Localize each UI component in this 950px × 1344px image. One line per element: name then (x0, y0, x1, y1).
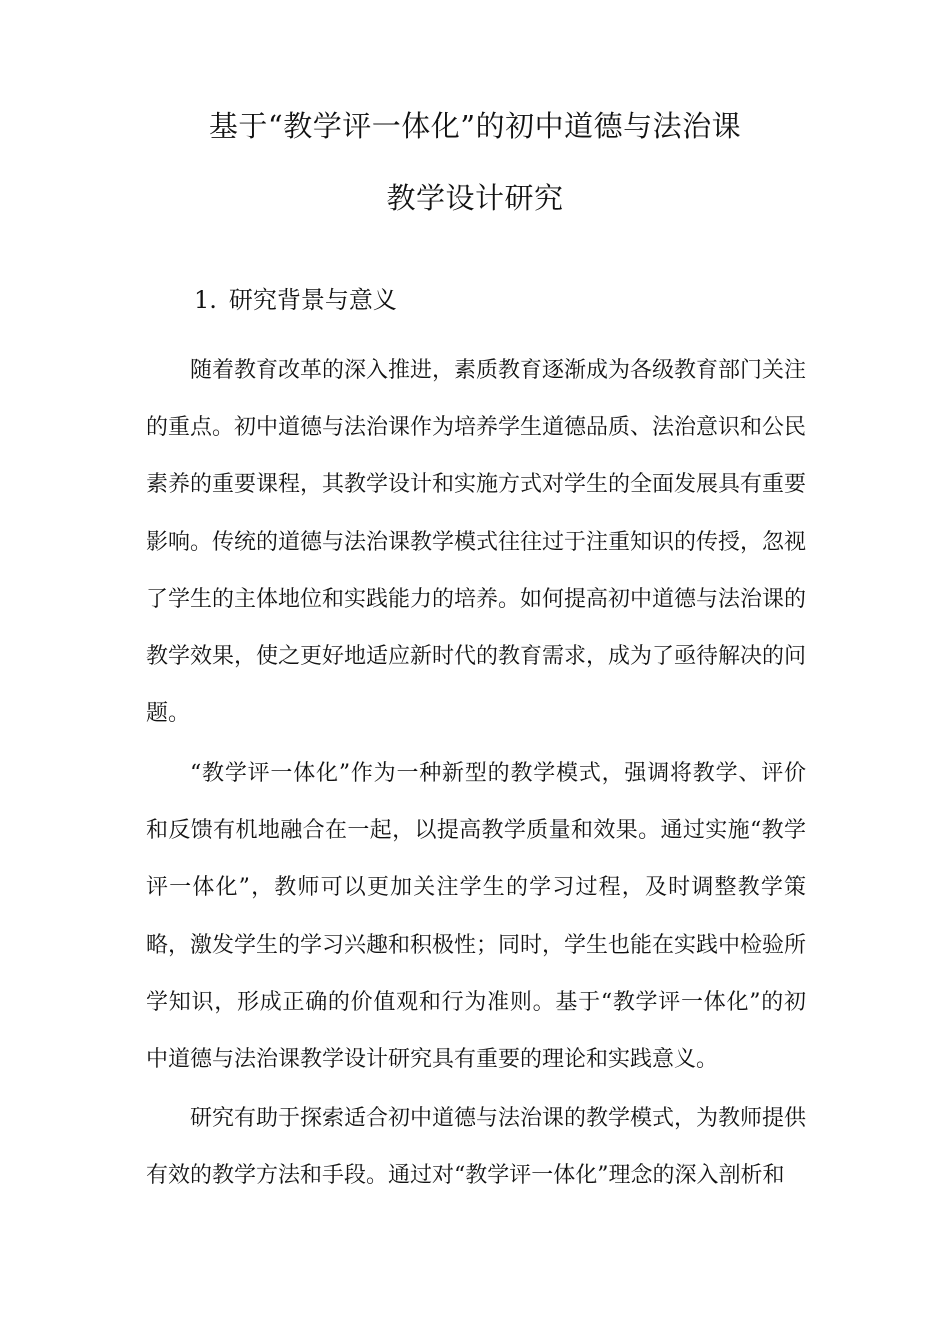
paragraph-1: 随着教育改革的深入推进，素质教育逐渐成为各级教育部门关注的重点。初中道德与法治课作为培养学生道德品质、法治意识和公民素养的重要课程，其教学设计和实施方式对学生的全面发展具有重要影响。传统的道德与法治课教学模式往往过于注重知识的传授，忽视了学生的主体地位和实践能力的培养。如何提高初中道德与法治课的教学效果，使之更好地适应新时代的教育需求，成为了亟待解决的问题。 (146, 358, 807, 727)
document-title-line-1: 基于“教学评一体化”的初中道德与法治课 (208, 109, 742, 143)
document-title-line-2: 教学设计研究 (386, 181, 564, 215)
section-heading-text: 研究背景与意义 (228, 286, 397, 314)
section-number: 1. (194, 286, 217, 314)
section-heading (194, 283, 397, 317)
paragraph-2: “教学评一体化”作为一种新型的教学模式，强调将教学、评价和反馈有机地融合在一起，以提高教学质量和效果。通过实施“教学评一体化”，教师可以更加关注学生的学习过程，及时调整教学策略，激发学生的学习兴趣和积极性；同时，学生也能在实践中检验所学知识，形成正确的价值观和行为准则。基于“教学评一体化”的初中道德与法治课教学设计研究具有重要的理论和实践意义。 (146, 761, 807, 1073)
paragraph-3: 研究有助于探索适合初中道德与法治课的教学模式，为教师提供有效的教学方法和手段。通过对“教学评一体化”理念的深入剖析和 (146, 1106, 807, 1189)
